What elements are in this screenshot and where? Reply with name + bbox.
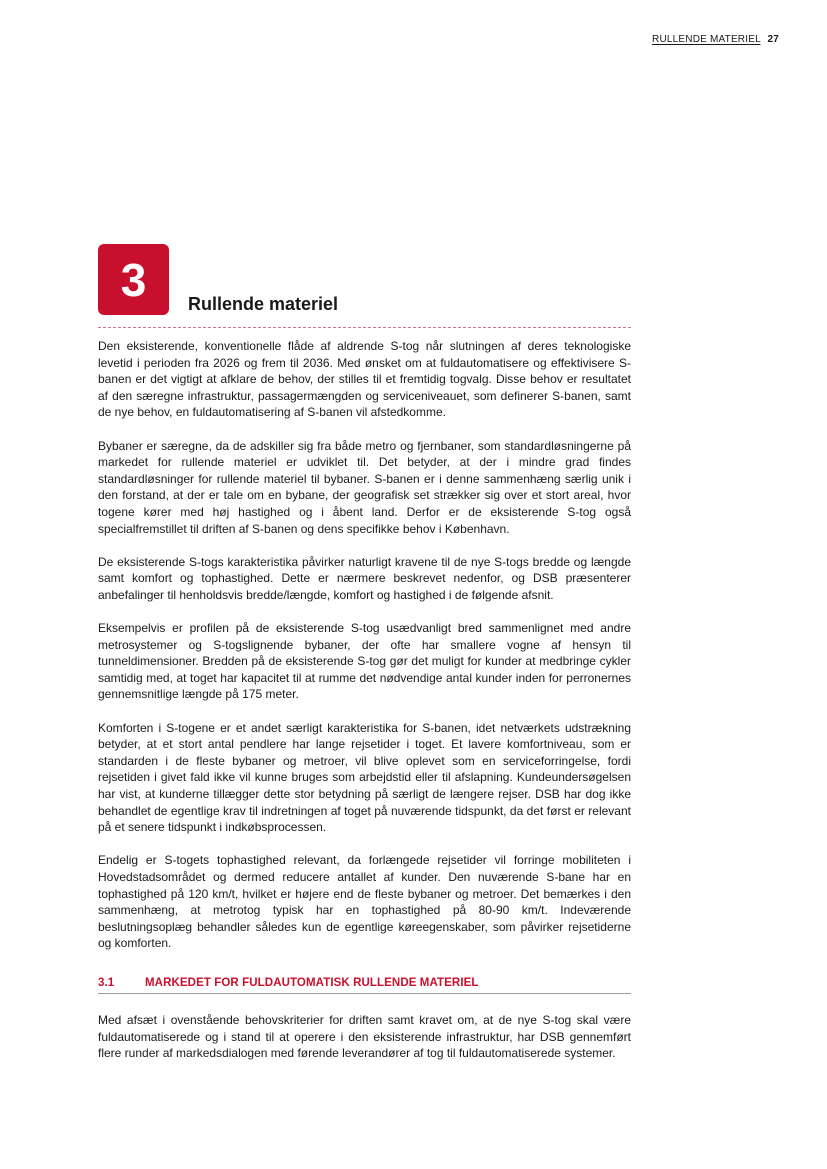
chapter-divider xyxy=(98,327,631,328)
section-heading xyxy=(98,977,631,994)
section-number: 3.1 xyxy=(98,977,115,989)
paragraph: Med afsæt i ovenstående behovskriterier for driften samt kravet om, at de nye S-tog skal være fuldautomatiserede og i stand til at operere i den eksisterende infrastruktur, har DSB gennemført flere runder af markedsdialogen med førende leverandører af tog til fuldautomatiserede systemer. xyxy=(98,1013,631,1061)
paragraph: Den eksisterende, konventionelle flåde af aldrende S-tog når slutningen af deres teknologiske levetid i perioden fra 2026 og frem til 2036. Med ønsket om at fuldautomatisere og effektivisere S-banen er det vigtigt at afklare de behov, der stilles til et fremtidig togvalg. Disse behov er resultatet af den særegne infrastruktur, passagermængden og serviceniveauet, som definerer S-banen, samt de nye behov, en fuldautomatisering af S-banen vil afstedkomme. xyxy=(98,339,631,420)
section-body xyxy=(98,1012,631,1062)
paragraph: Bybaner er særegne, da de adskiller sig fra både metro og fjernbaner, som standardløsningerne på markedet for rullende materiel er udviklet til. Det betyder, at der i mindre grad findes standardløsninger for rullende materiel til bybaner. S-banen er i denne sammenhæng særlig unik i den forstand, at der er tale om en bybane, der geografisk set strækker sig over et stort areal, hvor togene kører med høj hastighed og i åbent land. Derfor er de eksisterende S-tog også specialfremstillet til driften af S-banen og dens specifikke behov i København. xyxy=(98,438,631,536)
chapter-title: Rullende materiel xyxy=(188,294,339,314)
running-header xyxy=(652,34,779,45)
section-title: MARKEDET FOR FULDAUTOMATISK RULLENDE MATERIEL xyxy=(145,977,479,989)
paragraph: Eksempelvis er profilen på de eksisterende S-tog usædvanligt bred sammenlignet med andre metrosystemer og S-togslignende bybaner, der ofte har smallere vogne af hensyn til tunneldimensioner. Bredden på de eksisterende S-tog gør det muligt for kunder at medbringe cykler samtidig med, at toget har kapacitet til at rumme det nødvendige antal kunder inden for perronernes gennemsnitlige længde på 175 meter. xyxy=(98,621,631,702)
chapter-number: 3 xyxy=(120,253,147,306)
paragraph: Endelig er S-togets tophastighed relevant, da forlængede rejsetider vil forringe mobiliteten i Hovedstadsområdet og dermed reducere antallet af kunder. Den nuværende S-bane har en tophastighed på 120 km/t, hvilket er højere end de fleste bybaner og metroer. Det bemærkes i den sammenhæng, at metrotog typisk har en tophastighed på 80-90 km/t. Indeværende beslutningsoplæg behandler således kun de egentlige køreegenskaber, som påvirker rejsetiderne og komforten. xyxy=(98,853,631,951)
chapter-number-badge xyxy=(98,244,169,315)
paragraph: De eksisterende S-togs karakteristika påvirker naturligt kravene til de nye S-togs bredde og længde samt komfort og tophastighed. Dette er nærmere beskrevet nedenfor, og DSB præsenterer anbefalinger til henholdsvis bredde/længde, komfort og hastighed i de følgende afsnit. xyxy=(98,554,631,602)
chapter-body xyxy=(98,338,631,969)
running-header-title: RULLENDE MATERIEL xyxy=(652,34,761,45)
paragraph: Komforten i S-togene er et andet særligt karakteristika for S-banen, idet netværkets udstrækning betyder, at et stort antal pendlere har lange rejsetider i toget. Et lavere komfortniveau, som er standarden i de fleste bybaner og metroer, vil blive oplevet som en serviceforringelse, fordi rejsetiden i givet fald ikke vil kunne bruges som arbejdstid eller til afslapning. Kundeundersøgelsen har vist, at kunderne tillægger dette stor betydning på særligt de længere rejser. DSB har dog ikke behandlet de egentlige krav til indretningen af toget på nuværende tidspunkt, da det først er relevant på et senere tidspunkt i indkøbsprocessen. xyxy=(98,720,631,835)
page-number: 27 xyxy=(767,34,779,45)
